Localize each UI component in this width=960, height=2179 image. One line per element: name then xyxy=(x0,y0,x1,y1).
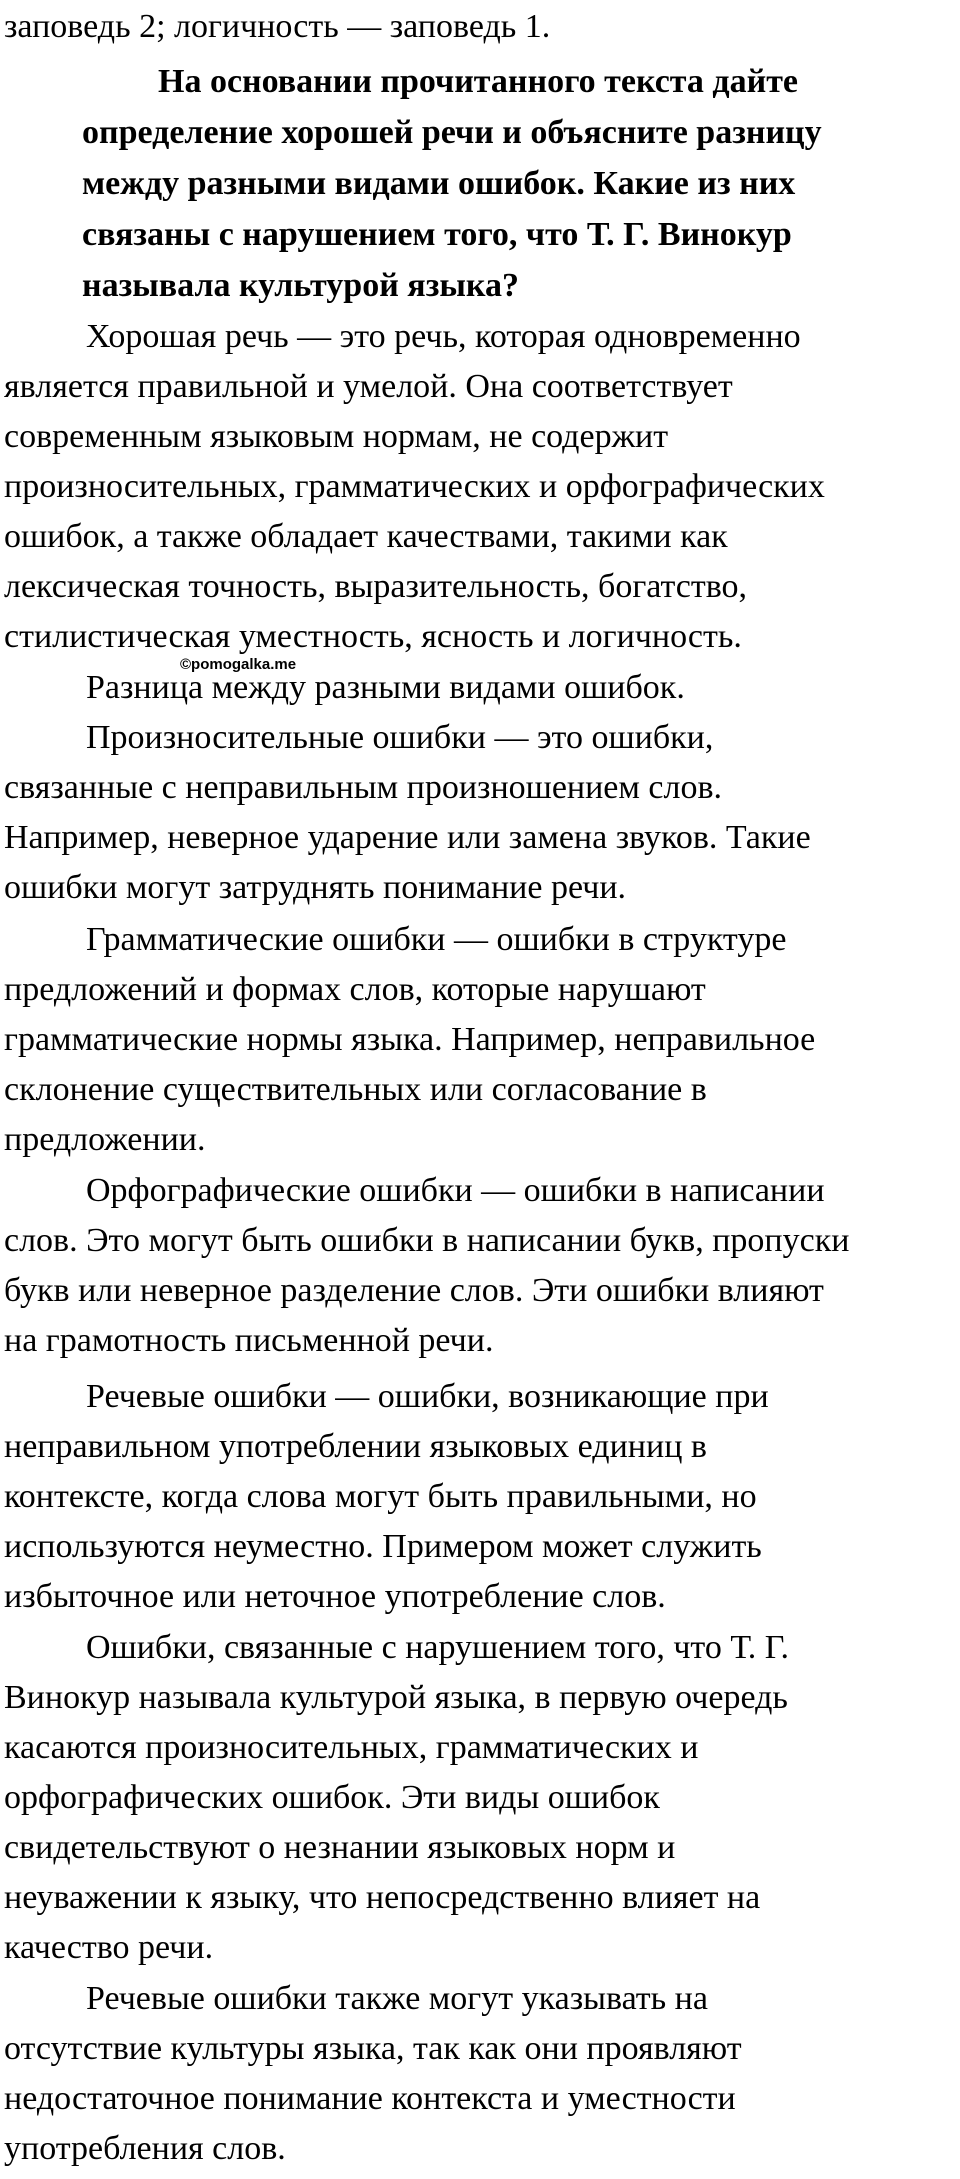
text-line: Например, неверное ударение или замена звуков. Такие xyxy=(4,819,811,856)
question-block xyxy=(4,56,822,311)
text-line: неправильном употреблении языковых единиц в xyxy=(4,1428,707,1465)
text-line: стилистическая уместность, ясность и логичность. xyxy=(4,618,742,655)
paragraph-vinokur xyxy=(4,1623,789,1973)
text-line: ошибки могут затруднять понимание речи. xyxy=(4,869,627,906)
text-line: недостаточное понимание контекста и уместности xyxy=(4,2080,736,2117)
text-line: ошибок, а также обладает качествами, такими как xyxy=(4,518,728,555)
text-line: избыточное или неточное употребление слов. xyxy=(4,1578,666,1615)
question-line: называла культурой языка? xyxy=(82,267,519,304)
paragraph-grammar-errors xyxy=(4,915,815,1165)
text-line: предложении. xyxy=(4,1121,206,1158)
paragraph-spelling-errors xyxy=(4,1166,849,1366)
paragraph-speech-errors xyxy=(4,1372,769,1622)
text-line: контексте, когда слова могут быть правильными, но xyxy=(4,1478,757,1515)
question-line: между разными видами ошибок. Какие из них xyxy=(82,165,796,202)
text-line: качество речи. xyxy=(4,1929,214,1966)
paragraph-pronunciation-errors xyxy=(4,713,811,913)
text-line: склонение существительных или согласование в xyxy=(4,1071,707,1108)
text-line: Орфографические ошибки — ошибки в написании xyxy=(86,1172,825,1209)
text-line: неуважении к языку, что непосредственно влияет на xyxy=(4,1879,761,1916)
paragraph-good-speech xyxy=(4,312,825,662)
text-line: лексическая точность, выразительность, богатство, xyxy=(4,568,748,605)
text-line: предложений и формах слов, которые нарушают xyxy=(4,971,706,1008)
text-line: касаются произносительных, грамматических и xyxy=(4,1729,699,1766)
text-line: Винокур называла культурой языка, в первую очередь xyxy=(4,1679,788,1716)
text-line: Произносительные ошибки — это ошибки, xyxy=(86,719,714,756)
question-line: На основании прочитанного текста дайте xyxy=(158,63,799,100)
text-line: употребления слов. xyxy=(4,2130,286,2167)
text-line: связанные с неправильным произношением слов. xyxy=(4,769,723,806)
text-line: Ошибки, связанные с нарушением того, что Т. Г. xyxy=(86,1629,790,1666)
text-line: произносительных, грамматических и орфографических xyxy=(4,468,825,505)
text-line: на грамотность письменной речи. xyxy=(4,1322,494,1359)
text-line: букв или неверное разделение слов. Эти ошибки влияют xyxy=(4,1272,824,1309)
text-line: современным языковым нормам, не содержит xyxy=(4,418,669,455)
text-line: Речевые ошибки — ошибки, возникающие при xyxy=(86,1378,769,1415)
text-line: является правильной и умелой. Она соответствует xyxy=(4,368,733,405)
text-line: Хорошая речь — это речь, которая одновременно xyxy=(86,318,801,355)
text-line: Речевые ошибки также могут указывать на xyxy=(86,1980,708,2017)
text-line: Разница между разными видами ошибок. xyxy=(86,669,685,706)
question-line: определение хорошей речи и объясните разницу xyxy=(82,114,822,151)
watermark: ©pomogalka.me xyxy=(180,656,297,673)
text-line: грамматические нормы языка. Например, неправильное xyxy=(4,1021,816,1058)
paragraph-difference xyxy=(4,663,685,713)
text-line: отсутствие культуры языка, так как они проявляют xyxy=(4,2030,742,2067)
text-line: орфографических ошибок. Эти виды ошибок xyxy=(4,1779,660,1816)
text-line: свидетельствуют о незнании языковых норм и xyxy=(4,1829,676,1866)
text-line: заповедь 2; логичность — заповедь 1. xyxy=(4,8,551,45)
intro-fragment xyxy=(4,2,550,52)
text-line: слов. Это могут быть ошибки в написании букв, пропуски xyxy=(4,1222,850,1259)
paragraph-speech-errors-culture xyxy=(4,1974,742,2174)
text-line: Грамматические ошибки — ошибки в структуре xyxy=(86,921,787,958)
text-line: используются неуместно. Примером может служить xyxy=(4,1528,762,1565)
question-line: связаны с нарушением того, что Т. Г. Винокур xyxy=(82,216,792,253)
